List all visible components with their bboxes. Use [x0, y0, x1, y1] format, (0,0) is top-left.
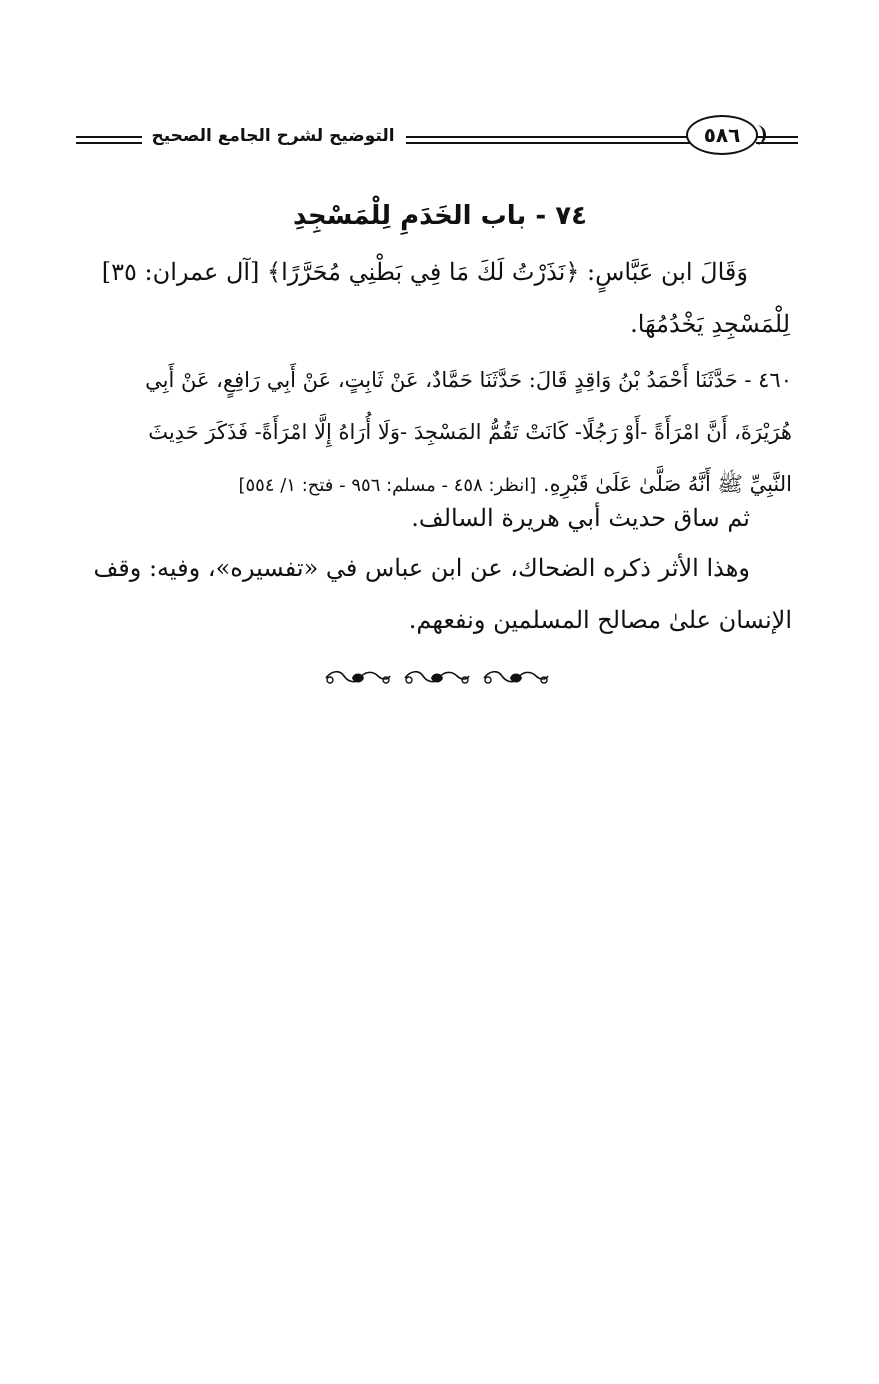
text-line: الإنسان علىٰ مصالح المسلمين ونفعهم.: [408, 606, 792, 634]
chapter-heading: ٧٤ - باب الخَدَمِ لِلْمَسْجِدِ: [293, 201, 587, 231]
page-number: ٥٨٦: [703, 123, 741, 147]
floral-ornament-icon: [401, 666, 473, 690]
text-line: وهذا الأثر ذكره الضحاك، عن ابن عباس في «تفسيره»، وفيه: وقف: [93, 554, 750, 582]
text-line: وَقَالَ ابن عَبَّاسٍ: ﴿نَذَرْتُ لَكَ مَا فِي بَطْنِي مُحَرَّرًا﴾ [آل عمران: ٣٥]: [101, 258, 748, 286]
text-line: هُرَيْرَةَ، أَنَّ امْرَأَةً -أَوْ رَجُلًا- كَانَتْ تَقُمُّ المَسْجِدَ -وَلَا أُرَاهُ إِلَّا امْرَأَةً- فَذَكَرَ حَدِيثَ: [148, 420, 792, 444]
text-line: ثم ساق حديث أبي هريرة السالف.: [411, 504, 750, 532]
header-rule-left: [76, 136, 142, 144]
header-book-title: التوضيح لشرح الجامع الصحيح: [151, 126, 395, 146]
header-rule-right: [756, 136, 798, 144]
ibn-abbas-quote-paragraph: [100, 246, 790, 350]
text-line: لِلْمَسْجِدِ يَخْدُمُهَا.: [630, 310, 790, 338]
commentary-paragraph: [76, 542, 792, 646]
hadith-closing-text: النَّبِيِّ ﷺ أَنَّهُ صَلَّىٰ عَلَىٰ قَبْرِهِ.: [542, 472, 792, 496]
hadith-reference: [انظر: ٤٥٨ - مسلم: ٩٥٦ - فتح: ١/ ٥٥٤]: [238, 475, 537, 496]
text-line: ٤٦٠ - حَدَّثَنَا أَحْمَدُ بْنُ وَاقِدٍ قَالَ: حَدَّثَنَا حَمَّادٌ، عَنْ ثَابِتٍ، عَنْ أَبِي رَافِعٍ، عَنْ أَبِي: [145, 368, 792, 392]
header-rule-middle: [406, 136, 711, 144]
running-header: [76, 112, 796, 162]
floral-ornament-icon: [480, 666, 552, 690]
hadith-paragraph: [76, 354, 792, 512]
commentary-paragraph: [120, 492, 750, 544]
page-number-badge: [686, 115, 758, 155]
floral-ornament-icon: [322, 666, 394, 690]
floral-divider-icon: [322, 664, 552, 692]
